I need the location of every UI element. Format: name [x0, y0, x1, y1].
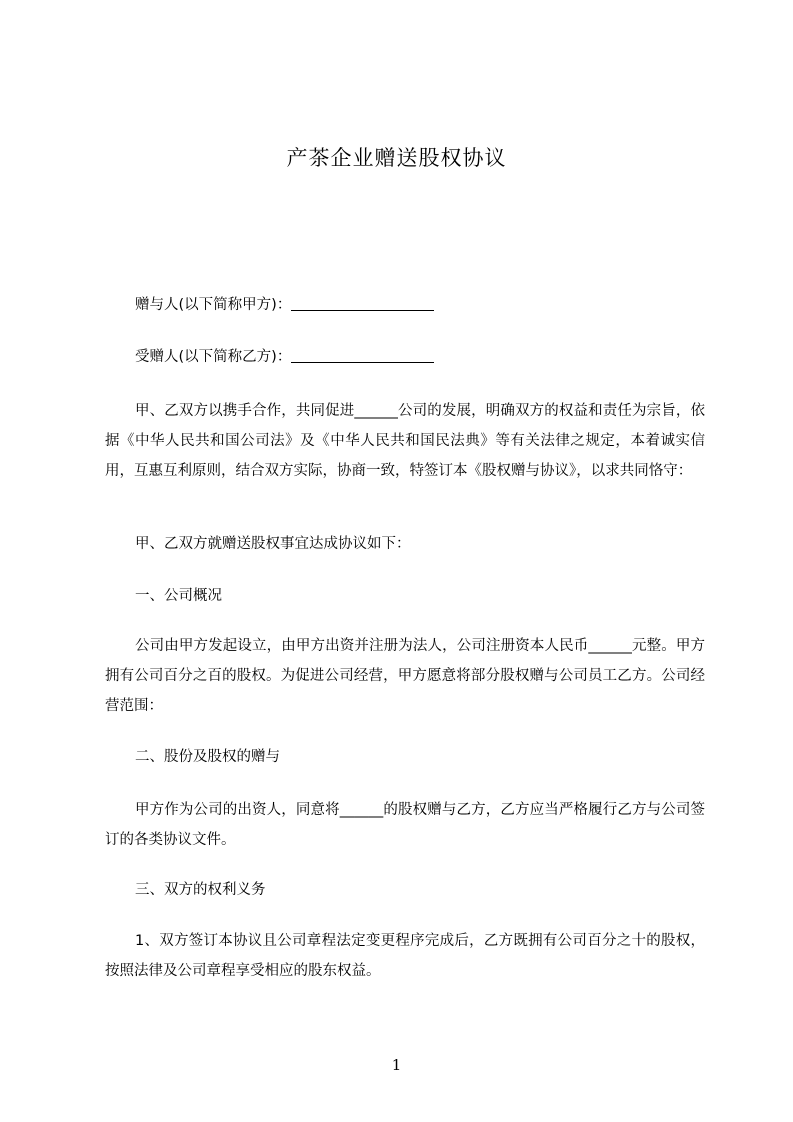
- donee-blank-field[interactable]: [291, 348, 434, 363]
- section2-body: 甲方作为公司的出资人，同意将______的股权赠与乙方，乙方应当严格履行乙方与公司签订的各类协议文件。: [105, 802, 705, 848]
- document-title: 产茶企业赠送股权协议: [286, 146, 507, 170]
- donor-label: 赠与人(以下简称甲方)：: [135, 297, 292, 313]
- section1-body: 公司由甲方发起设立，由甲方出资并注册为法人，公司注册资本人民币______元整。甲方拥有公司百分之百的股权。为促进公司经营，甲方愿意将部分股权赠与公司员工乙方。公司经营范围：: [105, 638, 705, 714]
- donee-label: 受赠人(以下简称乙方)：: [135, 349, 292, 365]
- section1-heading: 一、公司概况: [135, 588, 222, 604]
- section3-item-1: 1、双方签订本协议且公司章程法定变更程序完成后，乙方既拥有公司百分之十的股权，按照法律及公司章程享受相应的股东权益。: [105, 933, 705, 979]
- page-number: 1: [391, 1056, 402, 1074]
- section2-heading: 二、股份及股权的赠与: [135, 749, 280, 765]
- donor-blank-field[interactable]: [291, 296, 434, 311]
- donor-line: [135, 293, 434, 314]
- section3-heading: 三、双方的权利义务: [135, 882, 266, 898]
- preamble-paragraph: 甲、乙双方以携手合作，共同促进______公司的发展，明确双方的权益和责任为宗旨，依据《中华人民共和国公司法》及《中华人民共和国民法典》等有关法律之规定，本着诚实信用，互惠互利原则，结合双方实际，协商一致，特签订本《股权赠与协议》，以求共同恪守：: [105, 403, 705, 479]
- donee-line: [135, 345, 434, 366]
- agreement-intro: 甲、乙双方就赠送股权事宜达成协议如下：: [135, 536, 411, 552]
